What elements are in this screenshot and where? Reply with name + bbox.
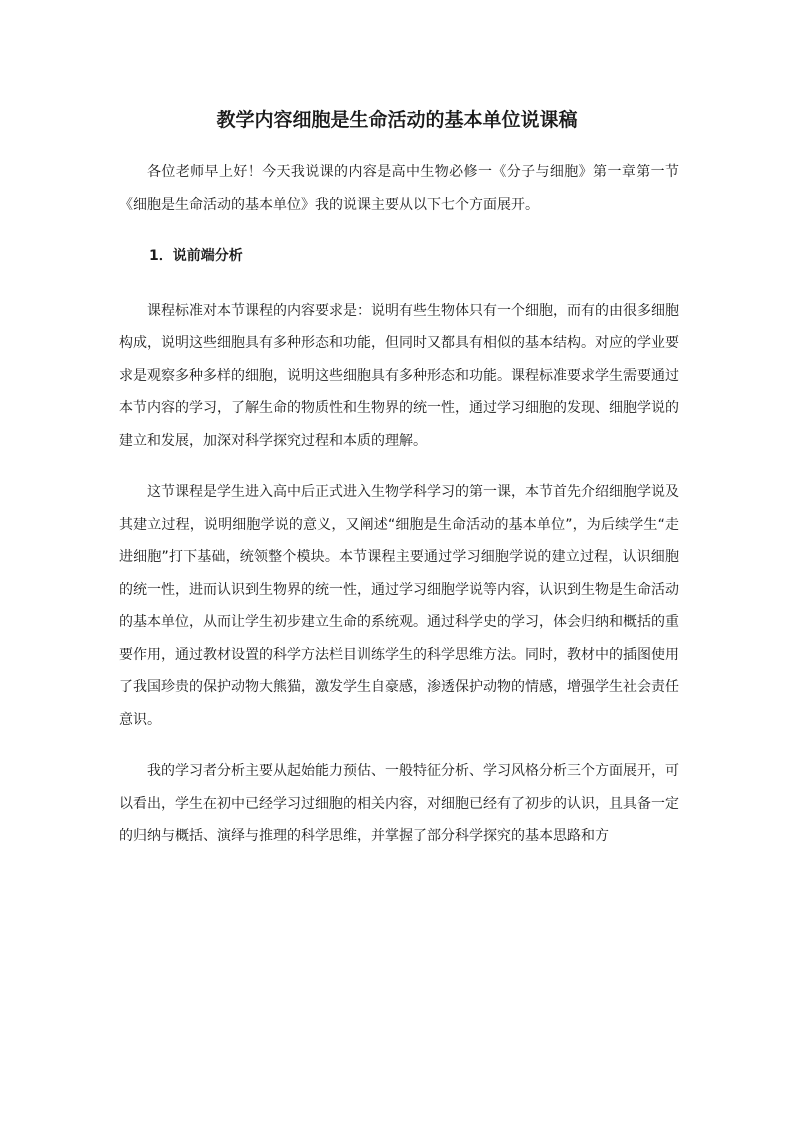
course-overview-paragraph: 这节课程是学生进入高中后正式进入生物学科学习的第一课，本节首先介绍细胞学说及其建立过程，说明细胞学说的意义，又阐述“细胞是生命活动的基本单位”，为后续学生“走进细胞”打下基础，统领整个模块。本节课程主要通过学习细胞学说的建立过程，认识细胞的统一性，进而认识到生物界的统一性，通过学习细胞学说等内容，认识到生物是生命活动的基本单位，从而让学生初步建立生命的系统观。通过科学史的学习，体会归纳和概括的重要作用，通过教材设置的科学方法栏目训练学生的科学思维方法。同时，教材中的插图使用了我国珍贵的保护动物大熊猫，激发学生自豪感，渗透保护动物的情感，增强学生社会责任意识。 xyxy=(119,484,679,728)
document-title: 教学内容细胞是生命活动的基本单位说课稿 xyxy=(216,109,578,131)
learner-analysis-paragraph: 我的学习者分析主要从起始能力预估、一般特征分析、学习风格分析三个方面展开，可以看出，学生在初中已经学习过细胞的相关内容，对细胞已经有了初步的认识，且具备一定的归纳与概括、演绎与推理的科学思维，并掌握了部分科学探究的基本思路和方 xyxy=(119,763,679,844)
document-body xyxy=(119,156,679,853)
section-heading-1: 1．说前端分析 xyxy=(149,248,243,264)
curriculum-standard-paragraph: 课程标准对本节课程的内容要求是：说明有些生物体只有一个细胞，而有的由很多细胞构成，说明这些细胞具有多种形态和功能，但同时又都具有相似的基本结构。对应的学业要求是观察多种多样的细胞，说明这些细胞具有多种形态和功能。课程标准要求学生需要通过本节内容的学习，了解生命的物质性和生物界的统一性，通过学习细胞的发现、细胞学说的建立和发展，加深对科学探究过程和本质的理解。 xyxy=(119,302,679,449)
intro-paragraph: 各位老师早上好！今天我说课的内容是高中生物必修一《分子与细胞》第一章第一节《细胞是生命活动的基本单位》我的说课主要从以下七个方面展开。 xyxy=(119,164,679,213)
